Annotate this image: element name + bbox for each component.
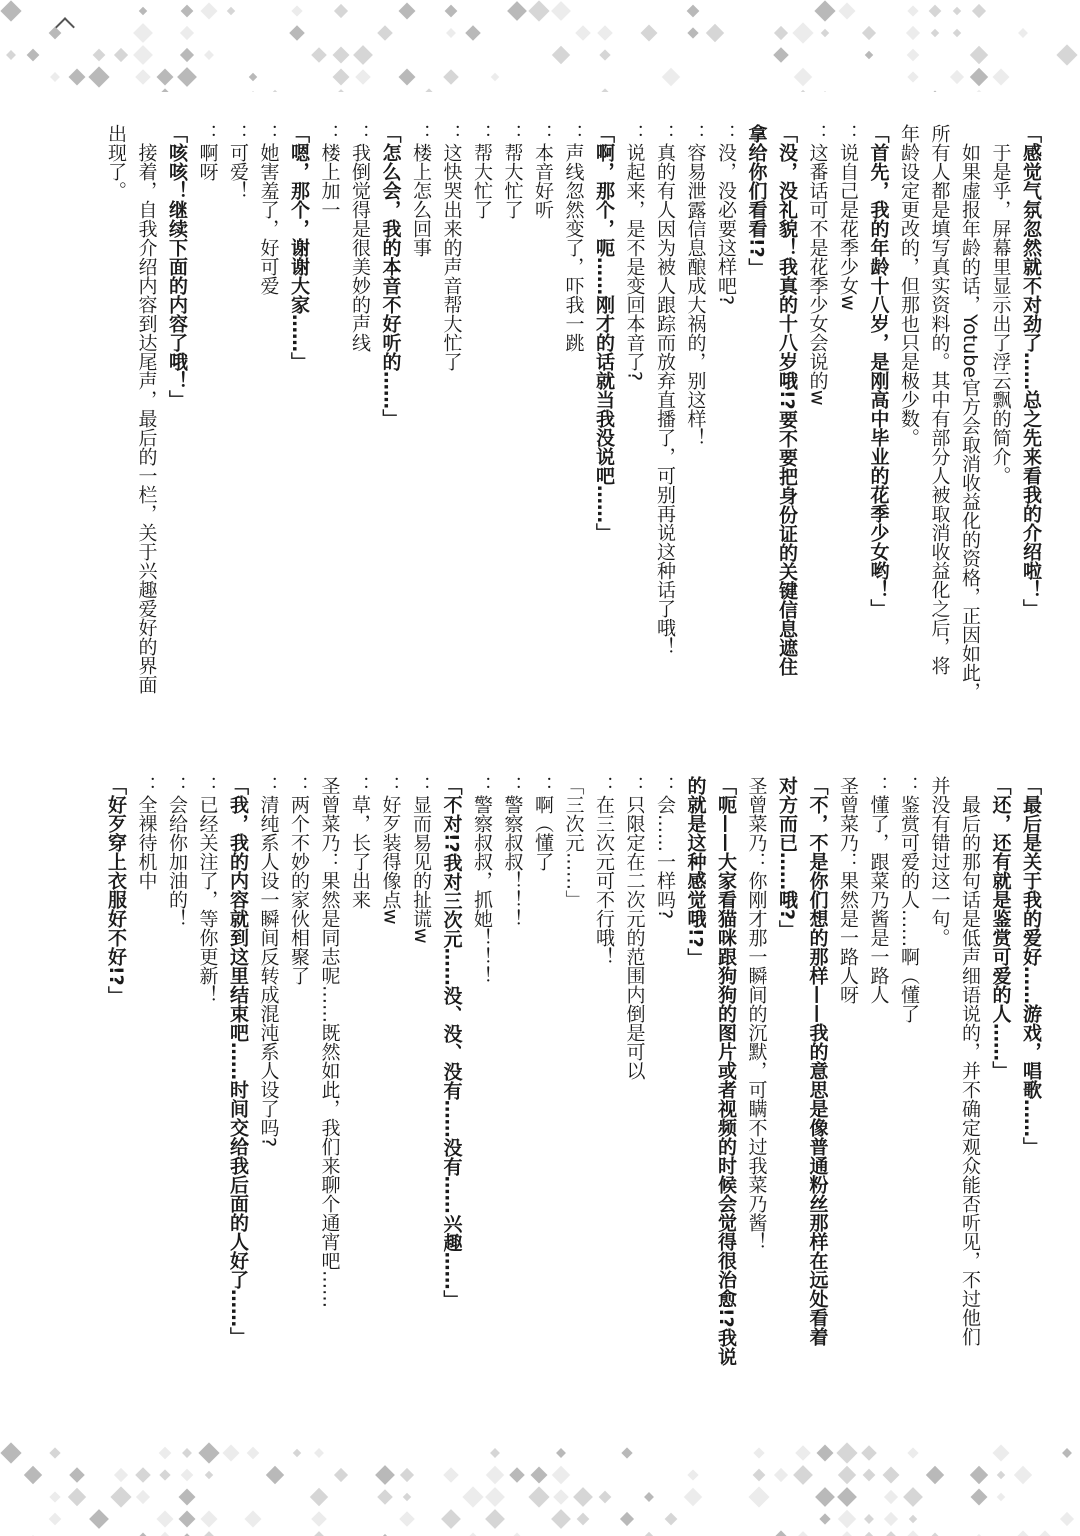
text-line: ：清纯系人设一瞬间反转成混沌系人设了吗? xyxy=(257,776,280,1148)
pattern-diamond xyxy=(970,1466,988,1484)
pattern-diamond xyxy=(528,0,549,21)
text-line: 如果虚报年龄的话，Yotube官方会取消收益化的资格，正因如此， xyxy=(959,124,981,701)
pattern-diamond xyxy=(687,5,700,18)
pattern-diamond xyxy=(817,91,833,92)
pattern-diamond xyxy=(181,1469,194,1482)
pattern-diamond xyxy=(556,1448,566,1458)
pattern-diamond xyxy=(266,1466,284,1484)
pattern-diamond xyxy=(490,1448,500,1458)
pattern-diamond xyxy=(204,50,214,60)
pattern-diamond xyxy=(198,1442,219,1463)
pattern-diamond xyxy=(902,1530,923,1536)
dialogue-line: 「我，我的内容就到这里结束吧……时间交给我后面的人好了……」 xyxy=(227,776,249,1346)
pattern-diamond xyxy=(838,1466,856,1484)
pattern-diamond xyxy=(114,1468,128,1482)
pattern-diamond xyxy=(157,1511,174,1528)
dialogue-line: 的就是这种感觉哦!?」 xyxy=(684,776,707,967)
dialogue-line: 「不对!?我对三次元……没、没、没有……没有……兴趣……」 xyxy=(440,776,463,1309)
pattern-diamond xyxy=(531,1467,548,1484)
pattern-diamond xyxy=(445,5,458,18)
pattern-diamond xyxy=(620,1512,634,1526)
text-line: 圣曾菜乃：你刚才那一瞬间的沉默，可瞒不过我菜乃酱！ xyxy=(745,776,768,1251)
dialogue-line: 对方而已……哦?」 xyxy=(776,776,798,940)
pattern-diamond xyxy=(528,1486,549,1507)
pattern-diamond xyxy=(377,25,393,41)
text-line: ：全裸待机中 xyxy=(135,776,158,890)
pattern-diamond xyxy=(970,68,988,86)
pattern-diamond xyxy=(931,29,939,37)
pattern-diamond xyxy=(156,1532,174,1536)
top-decorative-band xyxy=(0,0,1080,92)
text-line: ：在三次元可不行哦！ xyxy=(593,776,615,966)
pattern-diamond xyxy=(907,49,920,62)
pattern-diamond xyxy=(641,25,658,42)
pattern-diamond xyxy=(247,1447,260,1460)
pattern-diamond xyxy=(465,25,481,41)
pattern-diamond xyxy=(375,1465,395,1485)
text-line: ：显而易见的扯谎w xyxy=(410,776,432,944)
pattern-diamond xyxy=(862,26,876,40)
dialogue-line: 「怎么会，我的本音不好听的……」 xyxy=(379,124,402,428)
dialogue-line: 「咳咳！继续下面的内容了哦！」 xyxy=(166,124,188,409)
pattern-diamond xyxy=(836,1442,857,1463)
text-line: ：啊呀 xyxy=(196,124,219,181)
dialogue-line: 「不，不是你们想的那样——我的意思是像普通粉丝那样在远处看着 xyxy=(806,776,829,1346)
pattern-diamond xyxy=(814,0,835,21)
pattern-diamond xyxy=(993,1445,1010,1462)
pattern-diamond xyxy=(485,1487,505,1507)
pattern-diamond xyxy=(838,1510,856,1528)
text-line: ：这番话可不是花季少女会说的w xyxy=(806,124,829,406)
text-line: ：警察叔叔，抓她！！！ xyxy=(471,776,493,985)
pattern-diamond xyxy=(815,1487,835,1507)
pattern-diamond xyxy=(334,1468,348,1482)
pattern-diamond xyxy=(133,45,153,65)
pattern-diamond xyxy=(69,69,86,86)
text-line: ：鉴赏可爱的人……啊（懂了 xyxy=(898,776,920,1023)
pattern-diamond xyxy=(640,1532,658,1536)
pattern-diamond xyxy=(997,1471,1005,1479)
text-line: 「三次元……」 xyxy=(562,776,585,909)
pattern-diamond xyxy=(774,1468,788,1482)
dialogue-line: 「最后是关于我的爱好……游戏，唱歌……」 xyxy=(1020,776,1042,1156)
pattern-diamond xyxy=(355,69,371,85)
pattern-diamond xyxy=(1034,1530,1055,1536)
pattern-diamond xyxy=(177,67,197,87)
pattern-diamond xyxy=(135,1467,151,1483)
pattern-diamond xyxy=(49,1513,62,1526)
pattern-diamond xyxy=(182,1448,192,1458)
pattern-diamond xyxy=(89,1509,109,1529)
text-line: ：懂了，跟菜乃酱是一路人 xyxy=(867,776,890,1004)
text-line: ：说起来，是不是变回本音了? xyxy=(623,124,646,382)
text-line: ：好歹装得像点w xyxy=(379,776,402,925)
pattern-diamond xyxy=(68,1488,86,1506)
bottom-decorative-band xyxy=(0,1442,1080,1536)
dialogue-line: 「没，没礼貌！我真的十八岁哦!?要不要把身份证的关键信息遮住 xyxy=(776,124,798,676)
text-line: 圣曾菜乃：果然是一路人呀 xyxy=(837,776,859,1004)
pattern-diamond xyxy=(311,1511,327,1527)
pattern-diamond xyxy=(50,72,60,82)
pattern-diamond xyxy=(970,90,988,92)
pattern-diamond xyxy=(114,48,128,62)
pattern-diamond xyxy=(441,1509,461,1529)
lower-text-column xyxy=(66,776,1046,1424)
dialogue-line: 「嗯，那个，谢谢大家……」 xyxy=(288,124,310,371)
pattern-diamond xyxy=(399,1511,415,1527)
pattern-diamond xyxy=(575,25,591,41)
text-line: ：没，没必要这样吧? xyxy=(715,124,737,306)
pattern-diamond xyxy=(462,1486,483,1507)
pattern-diamond xyxy=(135,1533,152,1536)
pattern-diamond xyxy=(793,1465,813,1485)
pattern-diamond xyxy=(377,1489,393,1505)
pattern-diamond xyxy=(997,1493,1005,1501)
pattern-diamond xyxy=(0,1442,21,1463)
text-line: 接着，自我介绍内容到达尾声，最后的一栏，关于兴趣爱好的界面 xyxy=(135,124,158,694)
text-line: ：已经关注了，等你更新！ xyxy=(196,776,219,1004)
dialogue-line: 「好歹穿上衣服好不好!?」 xyxy=(105,776,127,1005)
pattern-diamond xyxy=(509,1533,526,1536)
pattern-diamond xyxy=(266,90,284,92)
pattern-diamond xyxy=(139,7,147,15)
pattern-diamond xyxy=(551,1509,571,1529)
dialogue-line: 「感觉气氛忽然就不对劲了……总之先来看我的介绍啦！」 xyxy=(1020,124,1042,618)
text-line: ：会……一样吗? xyxy=(654,776,676,920)
dialogue-line: 拿给你们看看!?」 xyxy=(745,124,768,277)
pattern-diamond xyxy=(180,26,194,40)
pattern-diamond xyxy=(199,1531,219,1536)
text-line: 圣曾菜乃：果然是同志呢……既然如此，我们来聊个通宵吧…… xyxy=(318,776,341,1308)
pattern-diamond xyxy=(245,1511,262,1528)
text-line: ：可爱！ xyxy=(227,124,249,200)
pattern-diamond xyxy=(334,4,348,18)
pattern-diamond xyxy=(179,1511,196,1528)
pattern-diamond xyxy=(485,1509,505,1529)
pattern-diamond xyxy=(748,1486,769,1507)
pattern-diamond xyxy=(860,1532,878,1536)
pattern-diamond xyxy=(311,47,327,63)
pattern-diamond xyxy=(839,3,856,20)
text-line: ：本音好听 xyxy=(532,124,554,219)
text-line: ：只限定在二次元的范围内倒是可以 xyxy=(623,776,646,1080)
pattern-diamond xyxy=(333,47,350,64)
pattern-diamond xyxy=(509,1467,525,1483)
text-line: ：我倒觉得是很美妙的声线 xyxy=(349,124,371,352)
pattern-diamond xyxy=(159,1447,172,1460)
pattern-diamond xyxy=(403,1493,411,1501)
text-line: 于是乎，屏幕里显示出了浮云飘的简介。 xyxy=(989,124,1012,485)
pattern-diamond xyxy=(950,70,964,84)
pattern-diamond xyxy=(133,23,153,43)
pattern-diamond xyxy=(837,1487,857,1507)
pattern-diamond xyxy=(24,1466,42,1484)
pattern-diamond xyxy=(573,1487,593,1507)
pattern-diamond xyxy=(599,1491,612,1504)
pattern-diamond xyxy=(953,29,961,37)
pattern-diamond xyxy=(909,1515,917,1523)
pattern-diamond xyxy=(599,49,610,60)
pattern-diamond xyxy=(6,50,16,60)
pattern-diamond xyxy=(907,71,918,82)
pattern-diamond xyxy=(770,1530,791,1536)
pattern-diamond xyxy=(903,1487,923,1507)
pattern-diamond xyxy=(706,24,724,42)
pattern-diamond xyxy=(181,5,194,18)
pattern-diamond xyxy=(1060,1512,1074,1526)
pattern-diamond xyxy=(136,1490,150,1504)
pattern-diamond xyxy=(201,3,218,20)
text-line: ：容易泄露信息酿成大祸的，别这样！ xyxy=(684,124,707,447)
pattern-diamond xyxy=(443,1467,459,1483)
pattern-diamond xyxy=(881,1531,901,1536)
pattern-diamond xyxy=(180,48,194,62)
pattern-diamond xyxy=(687,27,698,38)
text-line: ：楼上加一 xyxy=(318,124,341,219)
text-line: 出现了。 xyxy=(105,124,127,200)
pattern-diamond xyxy=(69,1467,85,1483)
pattern-diamond xyxy=(245,91,261,92)
pattern-diamond xyxy=(817,1445,834,1462)
pattern-diamond xyxy=(953,7,961,15)
pattern-diamond xyxy=(309,1531,329,1536)
pattern-diamond xyxy=(753,1469,766,1482)
pattern-diamond xyxy=(929,5,942,18)
dialogue-line: 「啊，那个，呃……刚才的话就当我没说吧……」 xyxy=(593,124,615,542)
pattern-diamond xyxy=(1062,1448,1072,1458)
pattern-diamond xyxy=(993,69,1010,86)
pattern-diamond xyxy=(1018,28,1028,38)
pattern-diamond xyxy=(400,1468,414,1482)
pattern-diamond xyxy=(907,5,918,16)
pattern-diamond xyxy=(399,3,416,20)
pattern-diamond xyxy=(491,73,499,81)
pattern-diamond xyxy=(205,1471,213,1479)
text-line: ：会给你加油的！ xyxy=(166,776,188,928)
pattern-diamond xyxy=(644,1492,654,1502)
pattern-diamond xyxy=(110,1486,131,1507)
text-line: ：声线忽然变了，吓我一跳 xyxy=(562,124,585,352)
pattern-diamond xyxy=(665,1513,678,1526)
pattern-diamond xyxy=(1014,1466,1032,1484)
pattern-diamond xyxy=(553,1489,569,1505)
pattern-diamond xyxy=(333,69,350,86)
text-line: 并没有错过这一句。 xyxy=(928,776,951,947)
pattern-diamond xyxy=(907,1447,918,1458)
text-line: ：说自己是花季少女w xyxy=(837,124,859,311)
pattern-diamond xyxy=(49,1491,60,1502)
pattern-diamond xyxy=(486,1466,504,1484)
pattern-diamond xyxy=(884,1512,898,1526)
pattern-diamond xyxy=(662,68,680,86)
pattern-diamond xyxy=(597,25,613,41)
pattern-diamond xyxy=(507,1,527,21)
text-line: ：帮大忙了 xyxy=(501,124,524,219)
text-line: ：草，长了出来 xyxy=(349,776,371,909)
pattern-diamond xyxy=(927,91,944,92)
top-pattern-graphic xyxy=(0,0,1080,92)
pattern-diamond xyxy=(293,1449,301,1457)
pattern-diamond xyxy=(621,1447,632,1458)
text-line: ：两个不妙的家伙相聚了 xyxy=(288,776,310,985)
dialogue-line: 「还，还有就是鉴赏可爱的人……」 xyxy=(989,776,1012,1080)
dialogue-line: 「首先，我的年龄十八岁，是刚高中毕业的花季少女哟！」 xyxy=(867,124,890,618)
pattern-diamond xyxy=(837,1531,857,1536)
pattern-diamond xyxy=(27,49,40,62)
pattern-diamond xyxy=(795,1445,811,1461)
pattern-diamond xyxy=(179,1489,196,1506)
pattern-diamond xyxy=(577,1513,590,1526)
pattern-diamond xyxy=(594,88,615,92)
pattern-diamond xyxy=(310,1488,328,1506)
pattern-diamond xyxy=(687,1469,698,1480)
pattern-diamond xyxy=(865,51,873,59)
pattern-diamond xyxy=(972,4,986,18)
pattern-diamond xyxy=(774,26,788,40)
pattern-diamond xyxy=(157,69,174,86)
text-line: ：真的有人因为被人跟踪而放弃直播了，可别再说这种话了哦！ xyxy=(654,124,676,656)
pattern-diamond xyxy=(821,29,829,37)
pattern-diamond xyxy=(88,66,109,87)
pattern-diamond xyxy=(864,1514,874,1524)
pattern-diamond xyxy=(552,1466,570,1484)
pattern-diamond xyxy=(861,1445,877,1461)
pattern-diamond xyxy=(906,26,920,40)
pattern-diamond xyxy=(927,1533,944,1536)
text-line: ：楼上怎么回事 xyxy=(410,124,432,257)
text-line: ：她害羞了，好可爱 xyxy=(257,124,280,295)
pattern-diamond xyxy=(331,89,351,92)
pattern-diamond xyxy=(249,73,257,81)
pattern-diamond xyxy=(418,88,439,92)
pattern-diamond xyxy=(446,28,456,38)
pattern-diamond xyxy=(794,90,812,92)
dialogue-line: 「呃——大家看猫咪跟狗狗的图片或者视频的时候会觉得很治愈!?我说 xyxy=(715,776,737,1366)
pattern-diamond xyxy=(793,1531,813,1536)
pattern-diamond xyxy=(159,1469,170,1480)
pattern-diamond xyxy=(227,7,235,15)
text-line: ：这快哭出来的声音帮大忙了 xyxy=(440,124,463,371)
pattern-diamond xyxy=(443,69,459,85)
pattern-diamond xyxy=(1056,44,1077,65)
pattern-diamond xyxy=(970,46,988,64)
pattern-diamond xyxy=(773,47,789,63)
text-line: 年龄设定更改的，但那也只是极少数。 xyxy=(898,124,920,447)
pattern-diamond xyxy=(552,46,570,64)
pattern-diamond xyxy=(551,1,571,21)
pattern-diamond xyxy=(753,1447,764,1458)
pattern-diamond xyxy=(0,0,21,21)
pattern-diamond xyxy=(93,49,106,62)
pattern-diamond xyxy=(314,1448,324,1458)
pattern-diamond xyxy=(291,5,302,16)
pattern-diamond xyxy=(49,1447,60,1458)
pattern-diamond xyxy=(792,22,813,43)
pattern-diamond xyxy=(399,69,416,86)
pattern-diamond xyxy=(1012,1530,1033,1536)
pattern-diamond xyxy=(135,69,151,85)
text-line: ：帮大忙了 xyxy=(471,124,493,219)
bottom-pattern-graphic xyxy=(0,1442,1080,1536)
pattern-diamond xyxy=(819,1513,830,1524)
pattern-diamond xyxy=(353,45,373,65)
pattern-diamond xyxy=(884,1490,898,1504)
text-line: ：警察叔叔！！！ xyxy=(501,776,524,928)
pattern-diamond xyxy=(971,1489,988,1506)
pattern-diamond xyxy=(465,1533,482,1536)
pattern-diamond xyxy=(289,25,305,41)
pattern-diamond xyxy=(201,1511,218,1528)
text-line: 最后的那句话是低声细语说的，并不确定观众能否听见，不过他们 xyxy=(959,776,981,1346)
pattern-diamond xyxy=(863,1469,876,1482)
pattern-diamond xyxy=(883,1467,900,1484)
pattern-diamond xyxy=(684,1488,702,1506)
text-line: ：啊（懂了 xyxy=(532,776,554,871)
pattern-diamond xyxy=(223,1445,240,1462)
pattern-diamond xyxy=(926,1466,944,1484)
text-line: 所有人都是填写真实资料的。其中有部分人被取消收益化之后，将 xyxy=(928,124,951,675)
pattern-diamond xyxy=(794,68,812,86)
pattern-diamond xyxy=(154,88,175,92)
